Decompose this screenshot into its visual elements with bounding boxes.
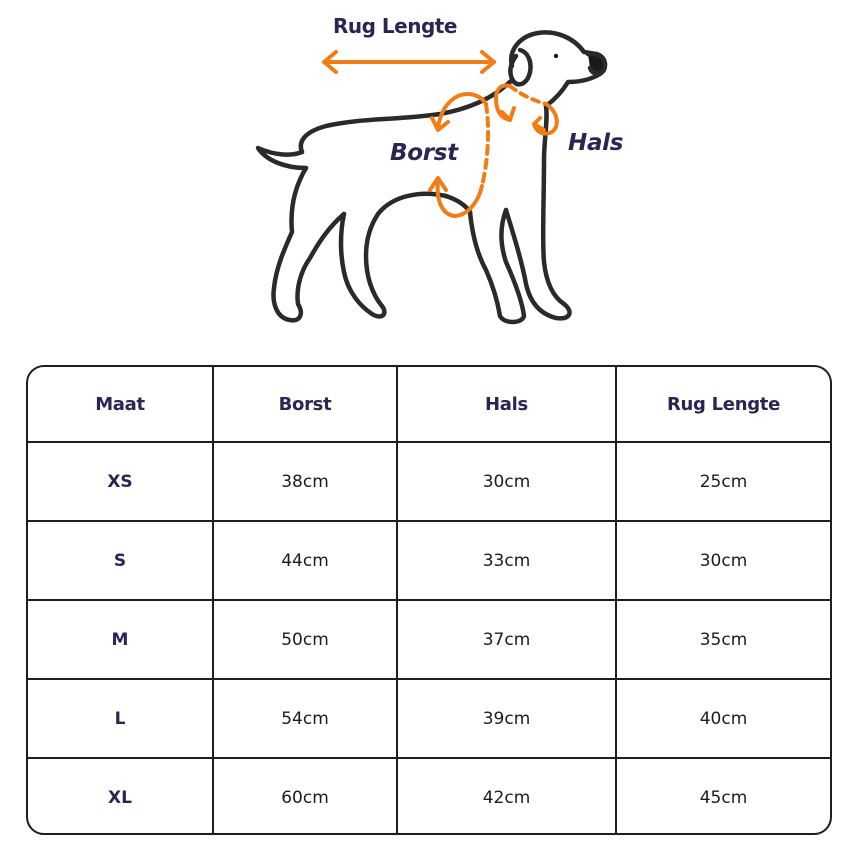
chest-cell: 38cm [213, 442, 397, 521]
back-length-cell: 45cm [616, 758, 830, 835]
size-chart-table [26, 365, 832, 835]
back-length-cell: 25cm [616, 442, 830, 521]
chest-cell: 60cm [213, 758, 397, 835]
neck-cell: 42cm [397, 758, 616, 835]
dog-outline-icon [258, 32, 605, 322]
table-header-row [28, 367, 830, 442]
back-length-cell: 40cm [616, 679, 830, 758]
back-length-label: Rug Lengte [333, 14, 457, 38]
size-cell: XS [28, 442, 213, 521]
table-row [28, 442, 830, 521]
dog-measurement-diagram [0, 0, 848, 345]
chest-cell: 44cm [213, 521, 397, 600]
back-length-cell: 35cm [616, 600, 830, 679]
size-cell: S [28, 521, 213, 600]
chest-cell: 50cm [213, 600, 397, 679]
back-length-cell: 30cm [616, 521, 830, 600]
table-row [28, 600, 830, 679]
size-cell: XL [28, 758, 213, 835]
neck-label: Hals [568, 130, 624, 156]
chest-cell: 54cm [213, 679, 397, 758]
back-length-arrow-icon [324, 52, 494, 72]
dog-illustration [0, 0, 848, 345]
header-size: Maat [28, 367, 213, 442]
chest-label: Borst [390, 140, 458, 166]
neck-cell: 37cm [397, 600, 616, 679]
table-row [28, 679, 830, 758]
header-neck: Hals [397, 367, 616, 442]
neck-cell: 30cm [397, 442, 616, 521]
size-cell: M [28, 600, 213, 679]
neck-cell: 33cm [397, 521, 616, 600]
table-row [28, 758, 830, 835]
size-table-grid [28, 367, 830, 835]
table-row [28, 521, 830, 600]
header-back-length: Rug Lengte [616, 367, 830, 442]
neck-cell: 39cm [397, 679, 616, 758]
size-cell: L [28, 679, 213, 758]
header-chest: Borst [213, 367, 397, 442]
